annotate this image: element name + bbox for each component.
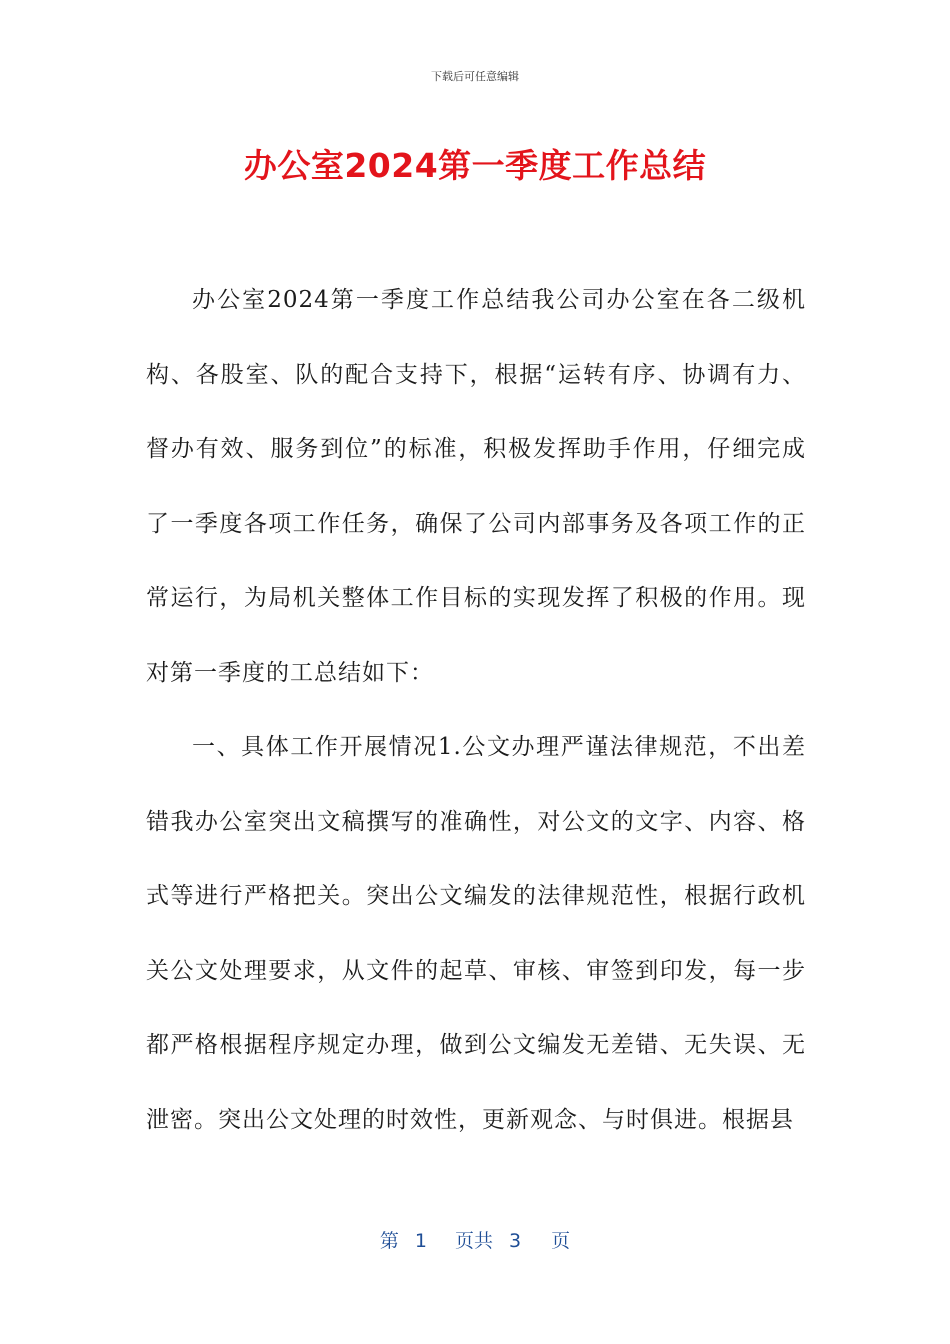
footer-middle: 页共: [454, 1230, 493, 1252]
document-title: 办公室2024第一季度工作总结: [243, 146, 707, 185]
header-note: 下载后可任意编辑: [431, 70, 519, 83]
footer-total-pages: 3: [509, 1230, 522, 1252]
paragraph-intro: 办公室2024第一季度工作总结我公司办公室在各二级机构、各股室、队的配合支持下，根据“运转有序、协调有力、督办有效、服务到位”的标准，积极发挥助手作用，仔细完成了一季度各项工作任务，确保了公司内部事务及各项工作的正常运行，为局机关整体工作目标的实现发挥了积极的作用。现对第一季度的工总结如下：: [146, 287, 806, 686]
paragraph-section-one: 一、具体工作开展情况1.公文办理严谨法律规范，不出差错我办公室突出文稿撰写的准确性，对公文的文字、内容、格式等进行严格把关。突出公文编发的法律规范性，根据行政机关公文处理要求，从文件的起草、审核、审签到印发，每一步都严格根据程序规定办理，做到公文编发无差错、无失误、无泄密。突出公文处理的时效性，更新观念、与时俱进。根据县: [146, 734, 806, 1133]
footer-prefix: 第: [379, 1230, 399, 1252]
footer-suffix: 页: [551, 1230, 571, 1252]
footer-page-number: 1: [414, 1230, 427, 1252]
document-body: [146, 263, 806, 1157]
page-footer: [0, 1226, 950, 1253]
